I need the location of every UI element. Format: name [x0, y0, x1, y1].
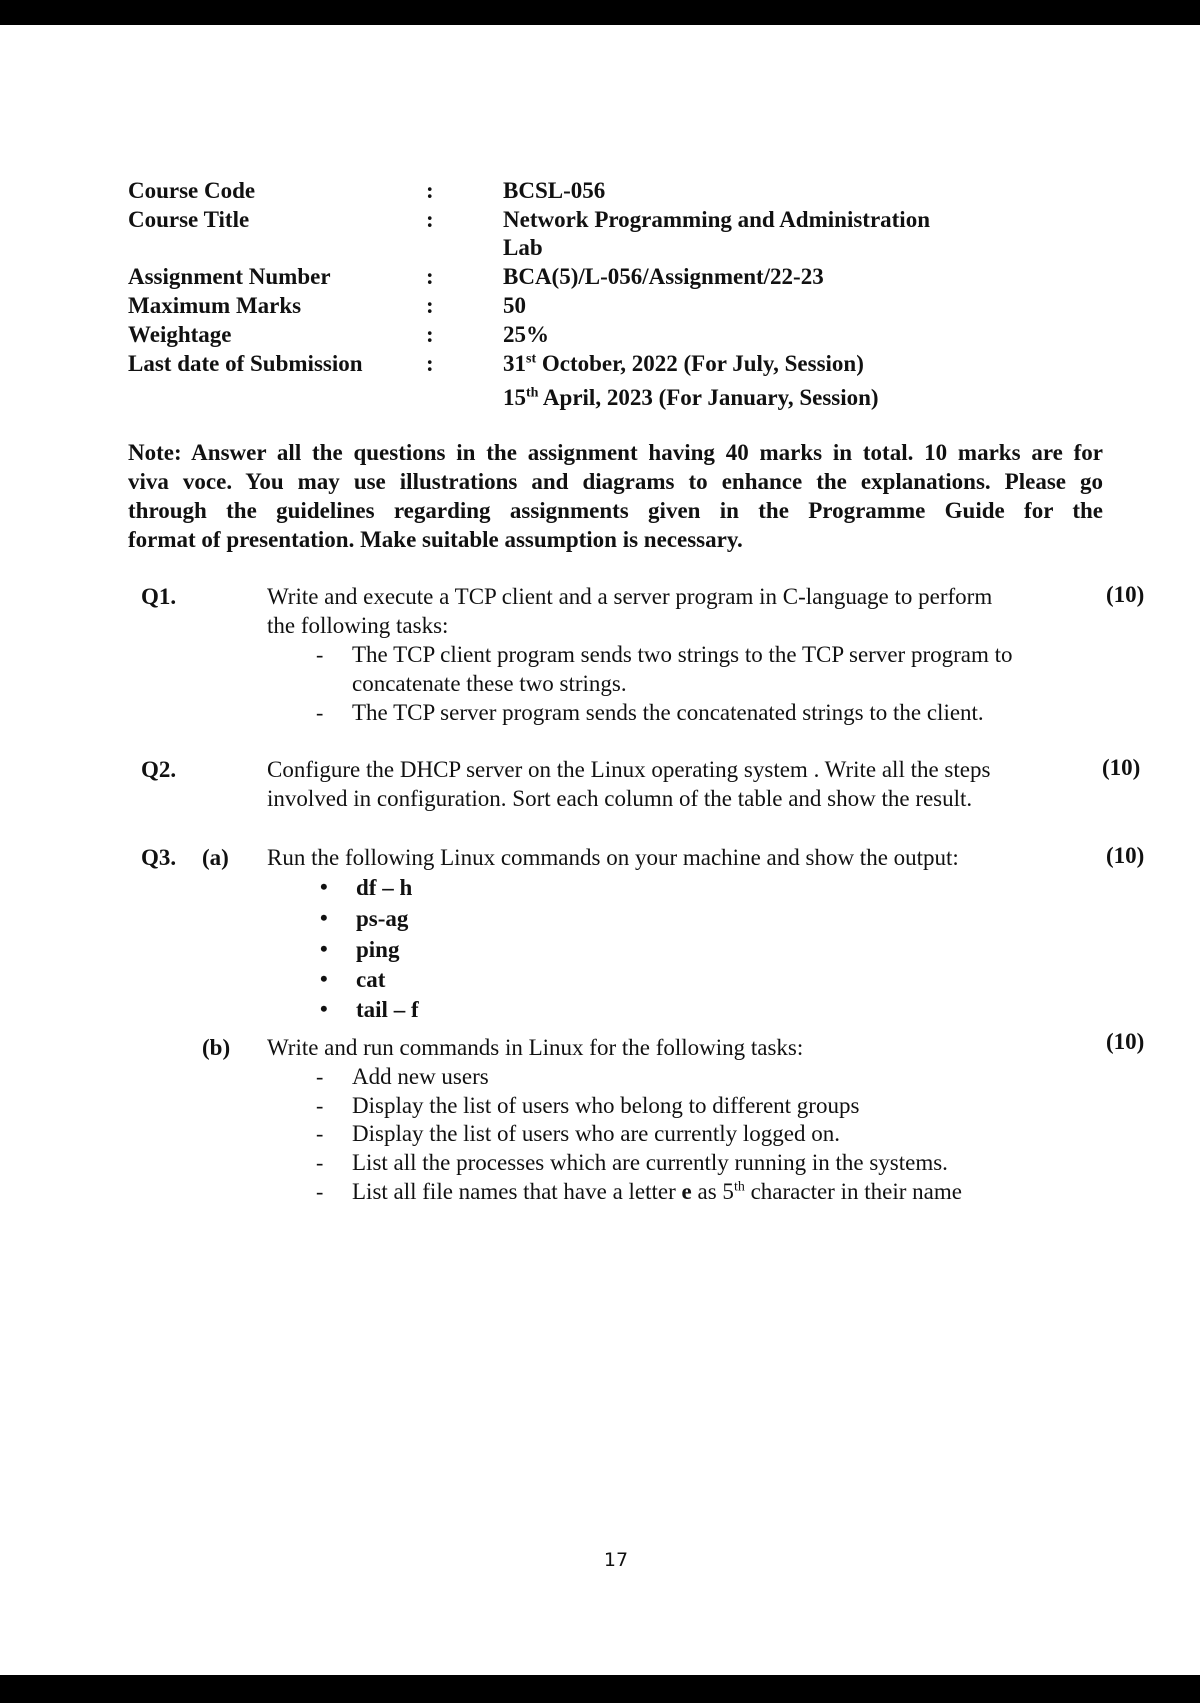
list-bullet: • [320, 874, 328, 899]
list-bullet: • [320, 966, 328, 991]
list-dash: - [316, 1093, 324, 1118]
question-marks: (10) [1106, 1029, 1145, 1054]
command-item: tail – f [356, 997, 419, 1022]
info-label: Maximum Marks [128, 293, 302, 318]
assignment-number-value: BCA(5)/L-056/Assignment/22-23 [503, 264, 824, 289]
command-item: cat [356, 967, 386, 992]
command-item: df – h [356, 875, 413, 900]
note-line: Note: Answer all the questions in the assignment having 40 marks in total. 10 marks are for [128, 440, 1103, 465]
part-label: (b) [202, 1035, 231, 1060]
command-item: ping [356, 937, 400, 962]
page-number: 17 [603, 1549, 629, 1571]
info-label: Last date of Submission [128, 351, 363, 376]
list-bullet: • [320, 936, 328, 961]
question-text: Configure the DHCP server on the Linux operating system . Write all the steps [267, 757, 991, 782]
question-text: Write and run commands in Linux for the following tasks: [267, 1035, 804, 1060]
info-colon: : [426, 322, 434, 347]
last-date-july-value: 31st October, 2022 (For July, Session) [503, 351, 864, 376]
note-paragraph [128, 438, 1103, 554]
list-dash: - [316, 1121, 324, 1146]
info-colon: : [426, 178, 434, 203]
question-number: Q3. [141, 845, 177, 870]
list-item: Add new users [352, 1064, 489, 1089]
list-item: List all file names that have a letter e as 5th character in their name [352, 1179, 962, 1204]
question-marks: (10) [1106, 582, 1145, 607]
question-number: Q1. [141, 584, 177, 609]
info-colon: : [426, 264, 434, 289]
question-marks: (10) [1102, 755, 1141, 780]
list-item: List all the processes which are currently running in the systems. [352, 1150, 948, 1175]
note-line: viva voce. You may use illustrations and diagrams to enhance the explanations. Please go [128, 469, 1103, 494]
list-dash: - [316, 1150, 324, 1175]
top-border [0, 0, 1200, 25]
note-line: format of presentation. Make suitable assumption is necessary. [128, 527, 743, 552]
list-item: The TCP server program sends the concatenated strings to the client. [352, 700, 984, 725]
info-colon: : [426, 293, 434, 318]
list-dash: - [316, 1179, 324, 1204]
question-number: Q2. [141, 757, 177, 782]
info-label: Course Code [128, 178, 256, 203]
course-title-value-cont: Lab [503, 235, 543, 260]
note-line: through the guidelines regarding assignments given in the Programme Guide for the [128, 498, 1103, 523]
list-bullet: • [320, 996, 328, 1021]
course-code-value: BCSL-056 [503, 178, 606, 203]
list-item: Display the list of users who belong to different groups [352, 1093, 860, 1118]
list-item: The TCP client program sends two strings to the TCP server program to [352, 642, 1013, 667]
list-dash: - [316, 1064, 324, 1089]
info-label: Assignment Number [128, 264, 331, 289]
list-item-cont: concatenate these two strings. [352, 671, 627, 696]
info-colon: : [426, 207, 434, 232]
list-dash: - [316, 700, 324, 725]
list-item: Display the list of users who are currently logged on. [352, 1121, 840, 1146]
part-label: (a) [202, 845, 229, 870]
info-colon: : [426, 351, 434, 376]
question-marks: (10) [1106, 843, 1145, 868]
question-text: Run the following Linux commands on your machine and show the output: [267, 845, 959, 870]
command-item: ps-ag [356, 906, 409, 931]
bottom-border [0, 1675, 1200, 1703]
info-label: Weightage [128, 322, 232, 347]
last-date-january-value: 15th April, 2023 (For January, Session) [503, 385, 879, 410]
maximum-marks-value: 50 [503, 293, 526, 318]
course-title-value: Network Programming and Administration [503, 207, 930, 232]
question-text: involved in configuration. Sort each column of the table and show the result. [267, 786, 973, 811]
question-text: the following tasks: [267, 613, 449, 638]
question-text: Write and execute a TCP client and a server program in C-language to perform [267, 584, 993, 609]
list-dash: - [316, 642, 324, 667]
list-bullet: • [320, 905, 328, 930]
weightage-value: 25% [503, 322, 549, 347]
info-label: Course Title [128, 207, 250, 232]
